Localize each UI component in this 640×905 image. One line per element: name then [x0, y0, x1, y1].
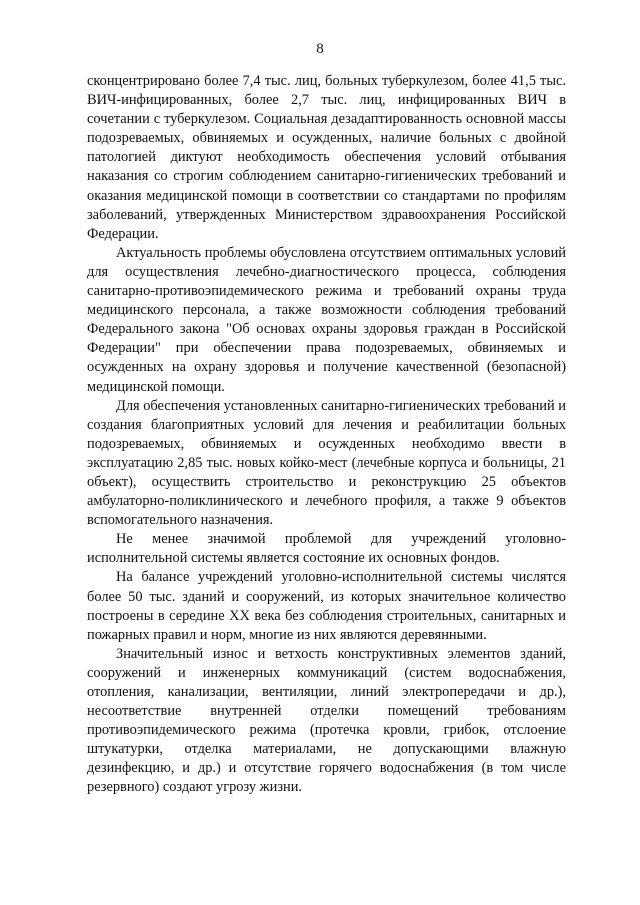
- paragraph-buildings: На балансе учреждений уголовно-исполнительной системы числятся более 50 тыс. зданий и сооружений, из которых значительное количество построены в середине XX века без соблюдения строительных, санитарных и пожарных правил и норм, многие из них являются деревянными.: [87, 569, 566, 643]
- paragraph-wear: Значительный износ и ветхость конструктивных элементов зданий, сооружений и инженерных коммуникаций (систем водоснабжения, отопления, канализации, вентиляции, линий электропередачи и др.), несоответствие внутренней отделки помещений требованиям противоэпидемического режима (протечка кровли, грибок, отслоение штукатурки, отделка материалами, не допускающими влажную дезинфекцию, и др.) и отсутствие горячего водоснабжения (в том числе резервного) создают угрозу жизни.: [87, 645, 566, 796]
- paragraph-fixed-assets: Не менее значимой проблемой для учреждений уголовно-исполнительной системы является состояние их основных фондов.: [87, 531, 566, 567]
- paragraph-continuation: сконцентрировано более 7,4 тыс. лиц, больных туберкулезом, более 41,5 тыс. ВИЧ-инфицированных, более 2,7 тыс. лиц, инфицированных ВИЧ в сочетании с туберкулезом. Социальная дезадаптированность основной массы подозреваемых, обвиняемых и осужденных, наличие больных с двойной патологией диктуют необходимость обеспечения условий отбывания наказания со строгим соблюдением санитарно-гигиенических требований и оказания медицинской помощи в соответствии со стандартами по профилям заболеваний, утвержденных Министерством здравоохранения Российской Федерации.: [87, 73, 566, 242]
- body-text: [87, 72, 566, 798]
- paragraph-relevance: Актуальность проблемы обусловлена отсутствием оптимальных условий для осуществления лечебно-диагностического процесса, соблюдения санитарно-противоэпидемического режима и требований охраны труда медицинского персонала, а также возможности соблюдения требований Федерального закона "Об основах охраны здоровья граждан в Российской Федерации" при обеспечении права подозреваемых, обвиняемых и осужденных на охрану здоровья и получение качественной (безопасной) медицинской помощи.: [87, 244, 566, 395]
- paragraph-requirements: Для обеспечения установленных санитарно-гигиенических требований и создания благоприятных условий для лечения и реабилитации больных подозреваемых, обвиняемых и осужденных необходимо ввести в эксплуатацию 2,85 тыс. новых койко-мест (лечебные корпуса и больницы, 21 объект), осуществить строительство и реконструкцию 25 объектов амбулаторно-поликлинического и лечебного профиля, а также 9 объектов вспомогательного назначения.: [87, 397, 566, 529]
- page-number: 8: [316, 41, 324, 57]
